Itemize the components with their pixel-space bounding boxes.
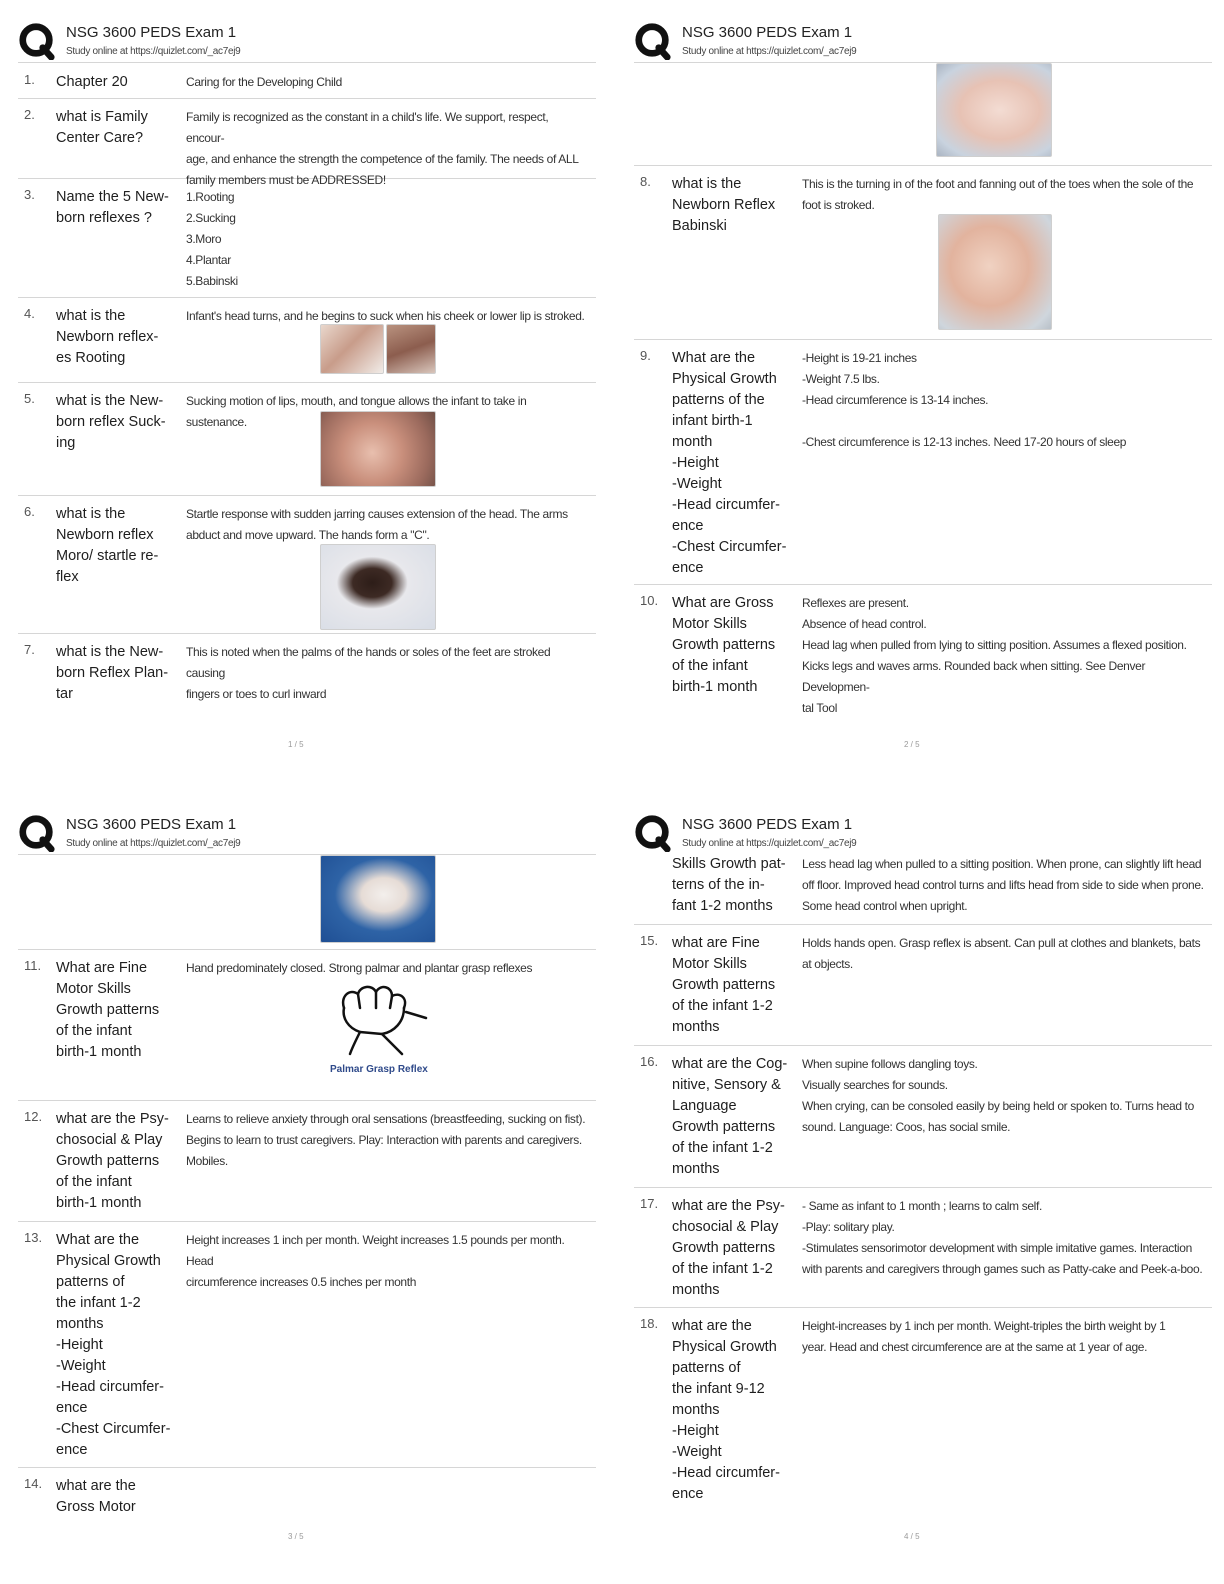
flashcard bbox=[18, 298, 596, 383]
page-title: NSG 3600 PEDS Exam 1 bbox=[682, 24, 853, 41]
flashcard bbox=[634, 585, 1212, 715]
flashcard bbox=[634, 166, 1212, 340]
card-definition: This is the turning in of the foot and fanning out of the toes when the sole of the foot is stroked. bbox=[802, 177, 1194, 212]
card-number: 10. bbox=[640, 593, 659, 608]
card-number: 11. bbox=[24, 958, 42, 973]
card-term: What are the Physical Growth patterns of the infant birth-1 month -Height -Weight -Head circumfer- ence -Chest Circumfer- ence bbox=[672, 350, 787, 576]
flashcard-continued bbox=[634, 850, 1212, 925]
card-number: 6. bbox=[24, 504, 35, 519]
card-term: what is the New- born reflex Suck- ing bbox=[56, 393, 166, 451]
card-term: what is the Newborn Reflex Babinski bbox=[672, 176, 776, 234]
page-header bbox=[634, 18, 1212, 64]
card-term: What are Fine Motor Skills Growth patterns of the infant birth-1 month bbox=[56, 960, 160, 1060]
card-term: what are the Psy- chosocial & Play Growth patterns of the infant birth-1 month bbox=[56, 1111, 169, 1211]
card-number: 8. bbox=[640, 174, 651, 189]
card-definition: Height increases 1 inch per month. Weight increases 1.5 pounds per month. Head circumference increases 0.5 inches per month bbox=[186, 1233, 565, 1289]
card-number: 16. bbox=[640, 1054, 659, 1069]
page-header bbox=[18, 18, 596, 64]
page-number: 1 / 5 bbox=[288, 740, 304, 749]
card-term: what is the Newborn reflex Moro/ startle re- flex bbox=[56, 506, 159, 585]
flashcard bbox=[634, 340, 1212, 585]
card-definition: Infant's head turns, and he begins to suck when his cheek or lower lip is stroked. bbox=[186, 309, 585, 323]
card-number: 2. bbox=[24, 107, 35, 122]
page-subtitle: Study online at https://quizlet.com/_ac7ej9 bbox=[66, 838, 241, 849]
flashcard bbox=[18, 1101, 596, 1222]
card-definition: Family is recognized as the constant in a child's life. We support, respect, encour- age, and enhance the strength the competence of the family. The needs of ALL family members must be ADDRESSED! bbox=[186, 110, 579, 187]
card-term: Skills Growth pat- terns of the in- fant 1-2 months bbox=[672, 856, 786, 914]
flashcard-continued bbox=[18, 855, 596, 950]
babinski-reflex-photo bbox=[938, 214, 1052, 330]
card-term: What are Gross Motor Skills Growth patterns of the infant birth-1 month bbox=[672, 595, 776, 695]
card-term: What are the Physical Growth patterns of the infant 1-2 months -Height -Weight -Head circumfer- ence -Chest Circumfer- ence bbox=[56, 1232, 171, 1458]
flashcard bbox=[634, 1188, 1212, 1308]
card-definition: Hand predominately closed. Strong palmar and plantar grasp reflexes bbox=[186, 961, 533, 975]
card-definition: Height-increases by 1 inch per month. Weight-triples the birth weight by 1 year. Head and chest circumference are at the same at 1 year of age. bbox=[802, 1319, 1166, 1354]
card-definition: This is noted when the palms of the hands or soles of the feet are stroked causing fingers or toes to curl inward bbox=[186, 645, 551, 701]
page-subtitle: Study online at https://quizlet.com/_ac7ej9 bbox=[66, 46, 241, 57]
card-number: 3. bbox=[24, 187, 35, 202]
page-subtitle: Study online at https://quizlet.com/_ac7ej9 bbox=[682, 838, 857, 849]
quizlet-logo-icon bbox=[18, 22, 56, 60]
card-number: 17. bbox=[640, 1196, 659, 1211]
flashcard bbox=[634, 1308, 1212, 1508]
card-term: Name the 5 New- born reflexes ? bbox=[56, 189, 169, 226]
page-4 bbox=[634, 792, 1212, 1562]
card-number: 7. bbox=[24, 642, 35, 657]
card-term: what are the Physical Growth patterns of the infant 9-12 months -Height -Weight -Head circumfer- ence bbox=[672, 1318, 780, 1502]
flashcard bbox=[18, 64, 596, 99]
card-definition: - Same as infant to 1 month ; learns to calm self. -Play: solitary play. -Stimulates sensorimotor development with simple imitative games. Interaction with parents and caregivers through games such as Patty-cake and Peek-a-boo. bbox=[802, 1199, 1203, 1276]
flashcard bbox=[18, 634, 596, 714]
card-term: what are Fine Motor Skills Growth patterns of the infant 1-2 months bbox=[672, 935, 776, 1035]
card-definition: 1.Rooting 2.Sucking 3.Moro 4.Plantar 5.Babinski bbox=[186, 190, 238, 288]
card-definition: Less head lag when pulled to a sitting position. When prone, can slightly lift head off floor. Improved head control turns and lifts head from side to side when prone. Some head control when upright. bbox=[802, 857, 1204, 913]
plantar-reflex-photo bbox=[936, 63, 1052, 157]
card-number: 12. bbox=[24, 1109, 43, 1124]
card-definition: Reflexes are present. Absence of head control. Head lag when pulled from lying to sitting position. Assumes a flexed position. Kicks legs and waves arms. Rounded back when sitting. See Denver Developmen- tal Tool bbox=[802, 596, 1187, 715]
quizlet-logo-icon bbox=[634, 814, 672, 852]
flashcard bbox=[18, 496, 596, 634]
card-number: 1. bbox=[24, 72, 35, 87]
page-header bbox=[18, 810, 596, 856]
card-term: what is the Newborn reflex- es Rooting bbox=[56, 308, 159, 366]
card-number: 14. bbox=[24, 1476, 43, 1491]
moro-reflex-photo bbox=[320, 544, 436, 630]
rooting-reflex-photo bbox=[320, 324, 384, 374]
page-title: NSG 3600 PEDS Exam 1 bbox=[66, 24, 237, 41]
quizlet-logo-icon bbox=[18, 814, 56, 852]
rooting-reflex-photo-2 bbox=[386, 324, 436, 374]
page-title: NSG 3600 PEDS Exam 1 bbox=[66, 816, 237, 833]
quizlet-logo-icon bbox=[634, 22, 672, 60]
card-number: 18. bbox=[640, 1316, 659, 1331]
page-number: 3 / 5 bbox=[288, 1532, 304, 1541]
sucking-reflex-photo bbox=[320, 411, 436, 487]
card-definition: Learns to relieve anxiety through oral sensations (breastfeeding, sucking on fist). Begins to learn to trust caregivers. Play: Interaction with parents and caregivers. Mobiles. bbox=[186, 1112, 586, 1168]
palmar-grasp-drawing-icon bbox=[322, 978, 434, 1060]
flashcard bbox=[634, 925, 1212, 1046]
card-definition: Caring for the Developing Child bbox=[186, 75, 342, 89]
gross-motor-infant-photo bbox=[320, 855, 436, 943]
card-number: 13. bbox=[24, 1230, 43, 1245]
card-term: what is Family Center Care? bbox=[56, 109, 148, 146]
card-number: 5. bbox=[24, 391, 35, 406]
card-term: what are the Psy- chosocial & Play Growth patterns of the infant 1-2 months bbox=[672, 1198, 785, 1298]
flashcard bbox=[18, 1468, 596, 1524]
flashcard bbox=[18, 1222, 596, 1468]
flashcard-continued bbox=[634, 63, 1212, 166]
card-definition: Holds hands open. Grasp reflex is absent. Can pull at clothes and blankets, bats at objects. bbox=[802, 936, 1201, 971]
page-number: 4 / 5 bbox=[904, 1532, 920, 1541]
card-definition: Sucking motion of lips, mouth, and tongue allows the infant to take in sustenance. bbox=[186, 394, 527, 429]
flashcard bbox=[18, 950, 596, 1101]
page-3 bbox=[18, 792, 596, 1562]
card-number: 4. bbox=[24, 306, 35, 321]
card-term: what are the Gross Motor bbox=[56, 1478, 136, 1515]
page-1 bbox=[18, 0, 596, 770]
flashcard bbox=[634, 1046, 1212, 1188]
card-term: what are the Cog- nitive, Sensory & Language Growth patterns of the infant 1-2 months bbox=[672, 1056, 788, 1177]
page-title: NSG 3600 PEDS Exam 1 bbox=[682, 816, 853, 833]
card-definition: Startle response with sudden jarring causes extension of the head. The arms abduct and move upward. The hands form a "C". bbox=[186, 507, 568, 542]
card-definition: When supine follows dangling toys. Visually searches for sounds. When crying, can be consoled easily by being held or spoken to. Turns head to sound. Language: Coos, has social smile. bbox=[802, 1057, 1194, 1134]
card-number: 15. bbox=[640, 933, 659, 948]
page-2 bbox=[634, 0, 1212, 770]
card-number: 9. bbox=[640, 348, 651, 363]
flashcard bbox=[18, 179, 596, 298]
page-subtitle: Study online at https://quizlet.com/_ac7ej9 bbox=[682, 46, 857, 57]
image-caption: Palmar Grasp Reflex bbox=[330, 1064, 428, 1075]
flashcard bbox=[18, 383, 596, 496]
page-number: 2 / 5 bbox=[904, 740, 920, 749]
card-definition: -Height is 19-21 inches -Weight 7.5 lbs. -Head circumference is 13-14 inches. -Chest circumference is 12-13 inches. Need 17-20 hours of sleep bbox=[802, 351, 1127, 449]
card-term: what is the New- born Reflex Plan- tar bbox=[56, 644, 169, 702]
header-divider bbox=[18, 62, 596, 63]
flashcard bbox=[18, 99, 596, 187]
card-term: Chapter 20 bbox=[56, 74, 128, 90]
